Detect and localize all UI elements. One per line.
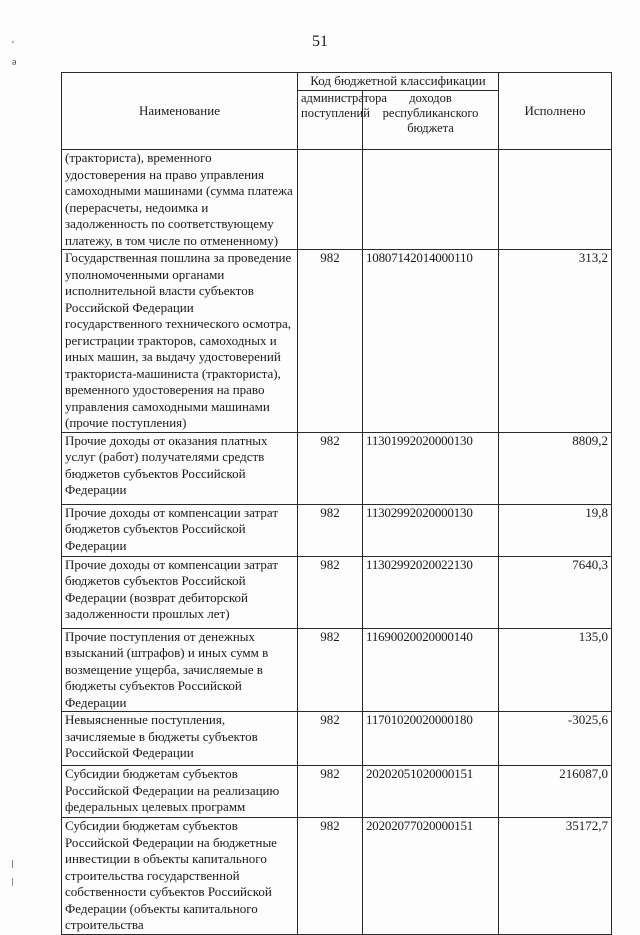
row-amount: 8809,2: [499, 432, 612, 504]
row-name: Прочие поступления от денежных взысканий (штрафов) и иных сумм в возмещение ущерба, зачисляемые в бюджеты субъектов Российской Федерации: [62, 628, 298, 712]
row-amount: 135,0: [499, 628, 612, 712]
header-name: Наименование: [62, 73, 298, 150]
row-name: (тракториста), временного удостоверения на право управления самоходными машинами (сумма платежа (перерасчеты, недоимка и задолженность по соответствующему платежу, в том числе по отмененному): [62, 150, 298, 250]
row-budget-code: [363, 150, 499, 250]
table-row: [62, 150, 612, 250]
margin-mark: ': [12, 40, 14, 51]
row-admin-code: 982: [298, 818, 363, 935]
row-budget-code: 11301992020000130: [363, 432, 499, 504]
header-income: доходов республиканского бюджета: [363, 90, 499, 149]
header-kbk: Код бюджетной классификации: [298, 73, 499, 91]
row-budget-code: 11690020020000140: [363, 628, 499, 712]
table-row: [62, 712, 612, 766]
row-admin-code: 982: [298, 628, 363, 712]
row-amount: 35172,7: [499, 818, 612, 935]
table-header: [62, 73, 612, 150]
row-name: Прочие доходы от компенсации затрат бюджетов субъектов Российской Федерации: [62, 504, 298, 556]
row-name: Прочие доходы от компенсации затрат бюджетов субъектов Российской Федерации (возврат дебиторской задолженности прошлых лет): [62, 556, 298, 628]
table-row: [62, 766, 612, 818]
header-admin: администратора поступлений: [298, 90, 363, 149]
table-row: [62, 432, 612, 504]
row-amount: -3025,6: [499, 712, 612, 766]
row-admin-code: 982: [298, 712, 363, 766]
row-budget-code: 20202077020000151: [363, 818, 499, 935]
row-budget-code: 20202051020000151: [363, 766, 499, 818]
table-row: [62, 250, 612, 433]
table-row: [62, 504, 612, 556]
row-name: Невыясненные поступления, зачисляемые в бюджеты субъектов Российской Федерации: [62, 712, 298, 766]
row-admin-code: 982: [298, 504, 363, 556]
row-budget-code: 10807142014000110: [363, 250, 499, 433]
row-amount: 19,8: [499, 504, 612, 556]
table-row: [62, 818, 612, 935]
header-done: Исполнено: [499, 73, 612, 150]
row-amount: 313,2: [499, 250, 612, 433]
row-admin-code: [298, 150, 363, 250]
row-amount: 7640,3: [499, 556, 612, 628]
row-budget-code: 11302992020022130: [363, 556, 499, 628]
revenue-table: [61, 72, 612, 935]
row-admin-code: 982: [298, 432, 363, 504]
table-row: [62, 556, 612, 628]
page-number: 51: [312, 33, 328, 50]
row-admin-code: 982: [298, 250, 363, 433]
table-row: [62, 628, 612, 712]
row-name: Государственная пошлина за проведение уполномоченными органами исполнительной власти субъектов Российской Федерации государственного технического осмотра, регистрации тракторов, самоходных и иных машин, за выдачу удостоверений тракториста-машиниста (тракториста), временного удостоверения на право управления самоходными машинами (прочие поступления): [62, 250, 298, 433]
row-budget-code: 11302992020000130: [363, 504, 499, 556]
margin-tick: [12, 878, 13, 886]
row-name: Прочие доходы от оказания платных услуг (работ) получателями средств бюджетов субъектов Российской Федерации: [62, 432, 298, 504]
row-admin-code: 982: [298, 556, 363, 628]
row-name: Субсидии бюджетам субъектов Российской Федерации на бюджетные инвестиции в объекты капитального строительства государственной собственности субъектов Российской Федерации (объекты капитального строительства: [62, 818, 298, 935]
row-amount: [499, 150, 612, 250]
margin-mark: ə: [12, 57, 17, 68]
row-budget-code: 11701020020000180: [363, 712, 499, 766]
margin-tick: [12, 860, 13, 868]
row-name: Субсидии бюджетам субъектов Российской Федерации на реализацию федеральных целевых программ: [62, 766, 298, 818]
row-admin-code: 982: [298, 766, 363, 818]
row-amount: 216087,0: [499, 766, 612, 818]
